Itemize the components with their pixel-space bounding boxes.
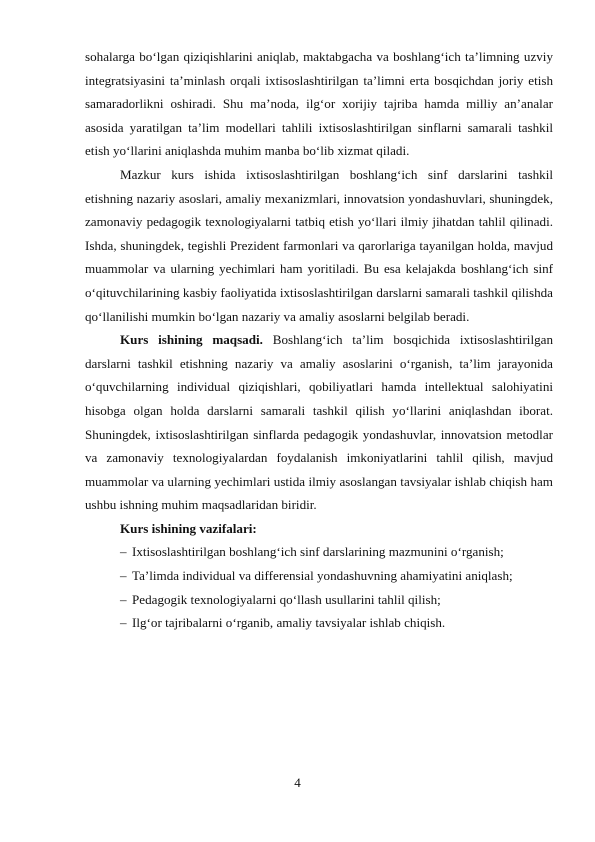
- page-number: 4: [294, 775, 301, 790]
- document-body: [85, 45, 553, 635]
- task-text: Ta’limda individual va differensial yondashuvning ahamiyatini aniqlash;: [132, 568, 513, 584]
- list-item: [85, 588, 553, 612]
- list-item: [85, 564, 553, 588]
- dash-bullet: –: [120, 568, 127, 584]
- tasks-list: [85, 540, 553, 634]
- paragraph-scope: Mazkur kurs ishida ixtisoslashtirilgan boshlang‘ich sinf darslarini tashkil etishning nazariy asoslari, amaliy mexanizmlari, innovatsion yondashuvlari, shuningdek, zamonaviy pedagogik texnologiyalarni tatbiq etish yo‘llari ilmiy jihatdan tahlil qilinadi. Ishda, shuningdek, tegishli Prezident farmonlari va qarorlariga tayanilgan holda, mavjud muammolar va ularning yechimlari ham yoritiladi. Bu esa kelajakda boshlang‘ich sinf o‘qituvchilarining kasbiy faoliyatida ixtisoslashtirilgan darslarni samarali tashkil qilishda qo‘llanilishi mumkin bo‘lgan nazariy va amaliy asoslarni belgilab beradi.: [85, 166, 553, 324]
- task-text: Ilg‘or tajribalarni o‘rganib, amaliy tavsiyalar ishlab chiqish.: [132, 615, 446, 631]
- list-item: [85, 611, 553, 635]
- task-text: Pedagogik texnologiyalarni qo‘llash usullarini tahlil qilish;: [132, 591, 441, 607]
- goal-text: Boshlang‘ich ta’lim bosqichida ixtisoslashtirilgan darslarni tashkil etishning nazariy va amaliy asoslarini o‘rganish, ta’lim jarayonida o‘quvchilarning individual qiziqishlari, qobiliyatlari hamda intellektual salohiyatini hisobga olgan holda darslarni samarali tashkil qilish yo‘llarini aniqlashdan iborat. Shuningdek, ixtisoslashtirilgan sinflarda pedagogik yondashuvlar, innovatsion metodlar va zamonaviy texnologiyalardan foydalanish imkoniyatlarini tahlil qilish, mavjud muammolar va ularning yechimlari ustida ilmiy asoslangan tavsiyalar ishlab chiqish ham ushbu ishning muhim maqsadlaridan biridir.: [85, 332, 553, 513]
- goal-label: Kurs ishining maqsadi.: [120, 332, 263, 348]
- list-item: [85, 540, 553, 564]
- paragraph-goal: [85, 328, 553, 517]
- task-text: Ixtisoslashtirilgan boshlang‘ich sinf darslarining mazmunini o‘rganish;: [132, 544, 504, 560]
- paragraph-continuation: sohalarga bo‘lgan qiziqishlarini aniqlab, maktabgacha va boshlang‘ich ta’limning uzviy integratsiyasini ta’minlash orqali ixtisoslashtirilgan ta’limni erta bosqichdan joriy etish samaradorlikni oshiradi. Shu ma’noda, ilg‘or xorijiy tajriba hamda milliy an’analar asosida yaratilgan ta’lim modellari tahlili ixtisoslashtirilgan sinflarni samarali tashkil etish yo‘llarini aniqlashda muhim manba bo‘lib xizmat qiladi.: [85, 49, 553, 159]
- dash-bullet: –: [120, 544, 127, 560]
- tasks-heading: Kurs ishining vazifalari:: [120, 520, 257, 536]
- dash-bullet: –: [120, 591, 127, 607]
- dash-bullet: –: [120, 615, 127, 631]
